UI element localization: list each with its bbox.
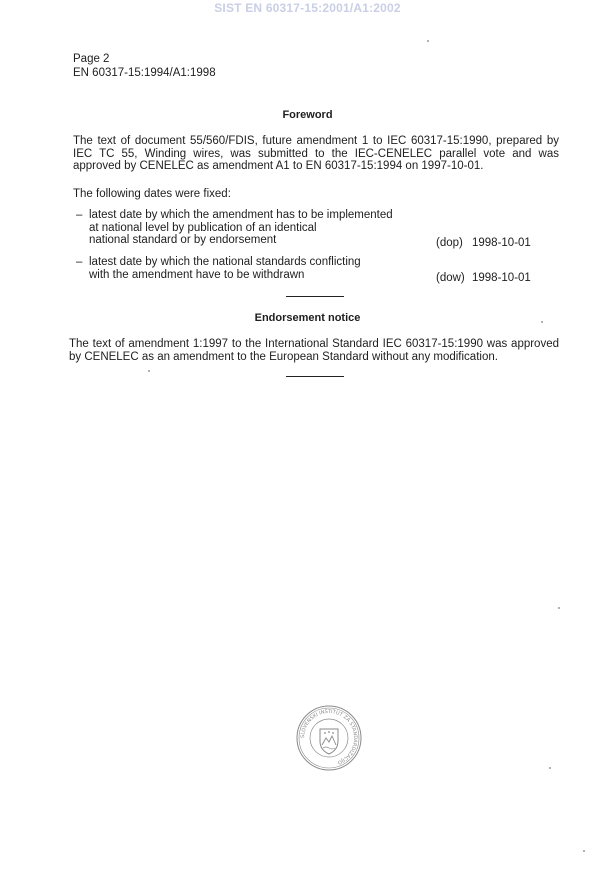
endorsement-heading: Endorsement notice (254, 312, 361, 324)
date-item-line: latest date by which the national standards conflicting (89, 256, 361, 268)
date-value: 1998-10-01 (472, 272, 531, 284)
date-item-line: with the amendment have to be withdrawn (89, 268, 305, 281)
date-item-line: at national level by publication of an identical (89, 221, 317, 234)
bullet-dash: – (76, 256, 83, 268)
seal-outer-ring (297, 706, 361, 770)
bullet-dash: – (76, 209, 83, 221)
star-icon (332, 732, 334, 734)
foreword-paragraph (73, 135, 559, 173)
seal-outer-ring-inner (299, 708, 359, 768)
watermark: SIST EN 60317-15:2001/A1:2002 (214, 1, 401, 15)
date-item-text (89, 209, 419, 247)
date-value: 1998-10-01 (472, 237, 531, 249)
scan-speck (583, 850, 585, 852)
scan-speck (549, 767, 551, 769)
endorsement-paragraph (69, 338, 559, 363)
date-item-line: national standard or by endorsement (89, 234, 277, 246)
scan-speck (558, 607, 560, 609)
page-number: Page 2 (73, 53, 110, 65)
scan-speck (148, 370, 150, 372)
mountain-icon (322, 736, 336, 745)
section-divider (286, 296, 344, 297)
date-code: (dow) (436, 272, 465, 284)
scan-speck (427, 40, 429, 42)
page-reference (73, 52, 216, 80)
end-divider (286, 376, 344, 377)
date-code: (dop) (436, 237, 463, 249)
star-icon (324, 732, 326, 734)
endorsement-text: The text of amendment 1:1997 to the International Standard IEC 60317-15:1990 was approved by CENELEC as an amendment to the European Standard without any modification. (69, 338, 559, 363)
dates-intro: The following dates were fixed: (73, 188, 231, 200)
foreword-text: The text of document 55/560/FDIS, future amendment 1 to IEC 60317-15:1990, prepared by IEC TC 55, Winding wires, was submitted to the IEC-CENELEC parallel vote and was approved by CENELEC as amendment A1 to EN 60317-15:1994 on 1997-10-01. (73, 135, 559, 172)
star-icon (328, 731, 330, 733)
date-item-text (89, 256, 419, 281)
seal-inner-ring (310, 719, 348, 757)
date-item-line: latest date by which the amendment has to be implemented (89, 209, 393, 221)
wave-icon (323, 747, 335, 749)
institute-seal (296, 705, 362, 771)
foreword-heading: Foreword (282, 109, 333, 121)
seal-ring-textpath: SLOVENSKI INŠTITUT ZA STANDARDIZACIJO (299, 708, 359, 766)
scan-speck (541, 321, 543, 323)
document-id: EN 60317-15:1994/A1:1998 (73, 67, 216, 79)
